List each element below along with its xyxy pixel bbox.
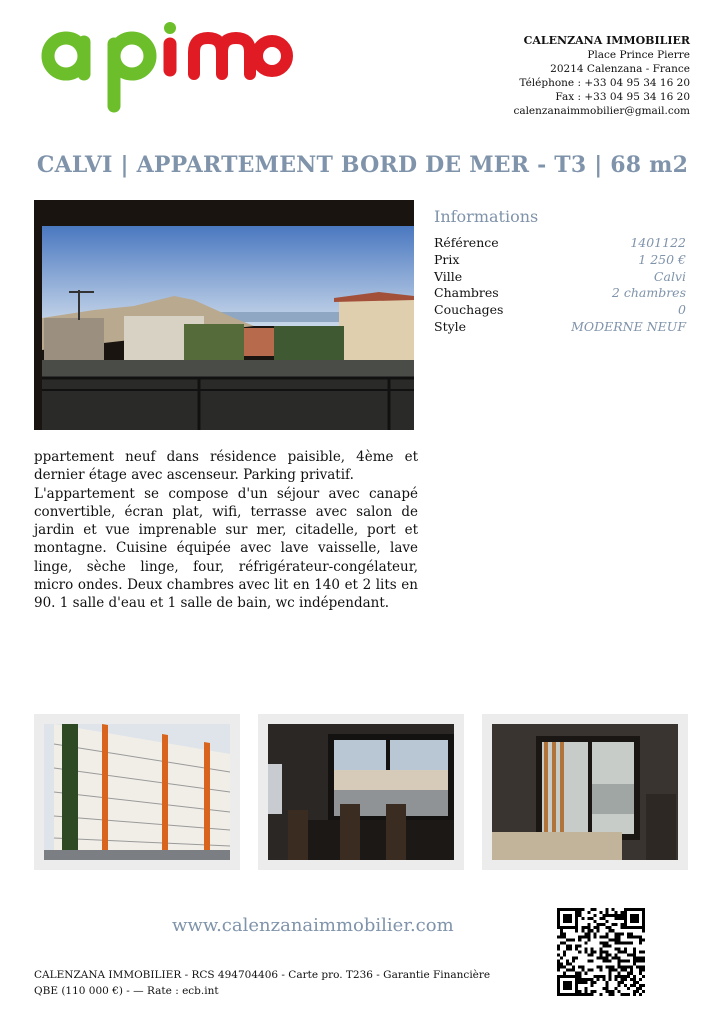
description-paragraph: L'appartement se compose d'un séjour avec canapé convertible, écran plat, wifi, terrasse avec salon de jardin et vue imprenable sur mer, citadelle, port et montagne. Cuisine équipée avec lave vaisselle, lave linge, sèche linge, four, réfrigérateur-congélateur, micro ondes. Deux chambres avec lit en 140 et 2 lits en 90. 1 salle d'eau et 1 salle de bain, wc indépendant.: [34, 485, 418, 612]
information-heading: Informations: [434, 207, 539, 226]
info-label: Style: [434, 318, 467, 334]
listing-title: CALVI | APPARTEMENT BORD DE MER - T3 | 68 m2: [36, 152, 689, 178]
info-row-bedrooms: [434, 285, 686, 302]
info-label: Ville: [434, 268, 463, 284]
agency-fax: Fax : +33 04 95 34 16 20: [555, 91, 690, 103]
info-value: MODERNE NEUF: [571, 318, 686, 334]
info-label: Chambres: [434, 285, 499, 301]
agency-email[interactable]: calenzanaimmobilier@gmail.com: [513, 105, 690, 117]
living-room-photo: [268, 724, 454, 860]
thumbnail-living-room[interactable]: [258, 714, 464, 870]
info-value: 2 chambres: [611, 285, 686, 301]
website-link[interactable]: www.calenzanaimmobilier.com: [172, 915, 454, 936]
legal-footer: CALENZANA IMMOBILIER - RCS 494704406 - Carte pro. T236 - Garantie Financière QBE (110 000 €) - — Rate : ecb.int: [34, 969, 491, 997]
information-panel: [434, 207, 686, 336]
info-label: Prix: [434, 251, 460, 267]
listing-description: [34, 448, 418, 613]
agency-city: 20214 Calenzana - France: [550, 63, 690, 75]
info-value: Calvi: [653, 268, 686, 284]
bedroom-photo: [492, 724, 678, 860]
info-label: Référence: [434, 235, 499, 250]
info-row-city: [434, 269, 686, 286]
info-row-style: [434, 319, 686, 336]
agency-phone: Téléphone : +33 04 95 34 16 20: [519, 77, 690, 89]
info-label: Couchages: [434, 302, 504, 318]
info-value: 0: [678, 302, 686, 318]
agency-address: Place Prince Pierre: [587, 49, 690, 61]
info-row-price: [434, 252, 686, 269]
thumbnail-building-exterior[interactable]: [34, 714, 240, 870]
info-row-reference: [434, 235, 686, 252]
info-value: 1401122: [630, 235, 686, 250]
qr-code: [557, 908, 645, 996]
main-photo-sea-view: [34, 200, 414, 430]
agency-name: CALENZANA IMMOBILIER: [523, 34, 690, 47]
agency-contact-block: [513, 34, 690, 118]
thumbnail-bedroom[interactable]: [482, 714, 688, 870]
building-photo: [44, 724, 230, 860]
apimo-logo: [34, 22, 294, 114]
description-paragraph: ppartement neuf dans résidence paisible, 4ème et dernier étage avec ascenseur. Parking privatif.: [34, 449, 418, 484]
info-value: 1 250 €: [638, 251, 686, 267]
info-row-sleeps: [434, 302, 686, 319]
